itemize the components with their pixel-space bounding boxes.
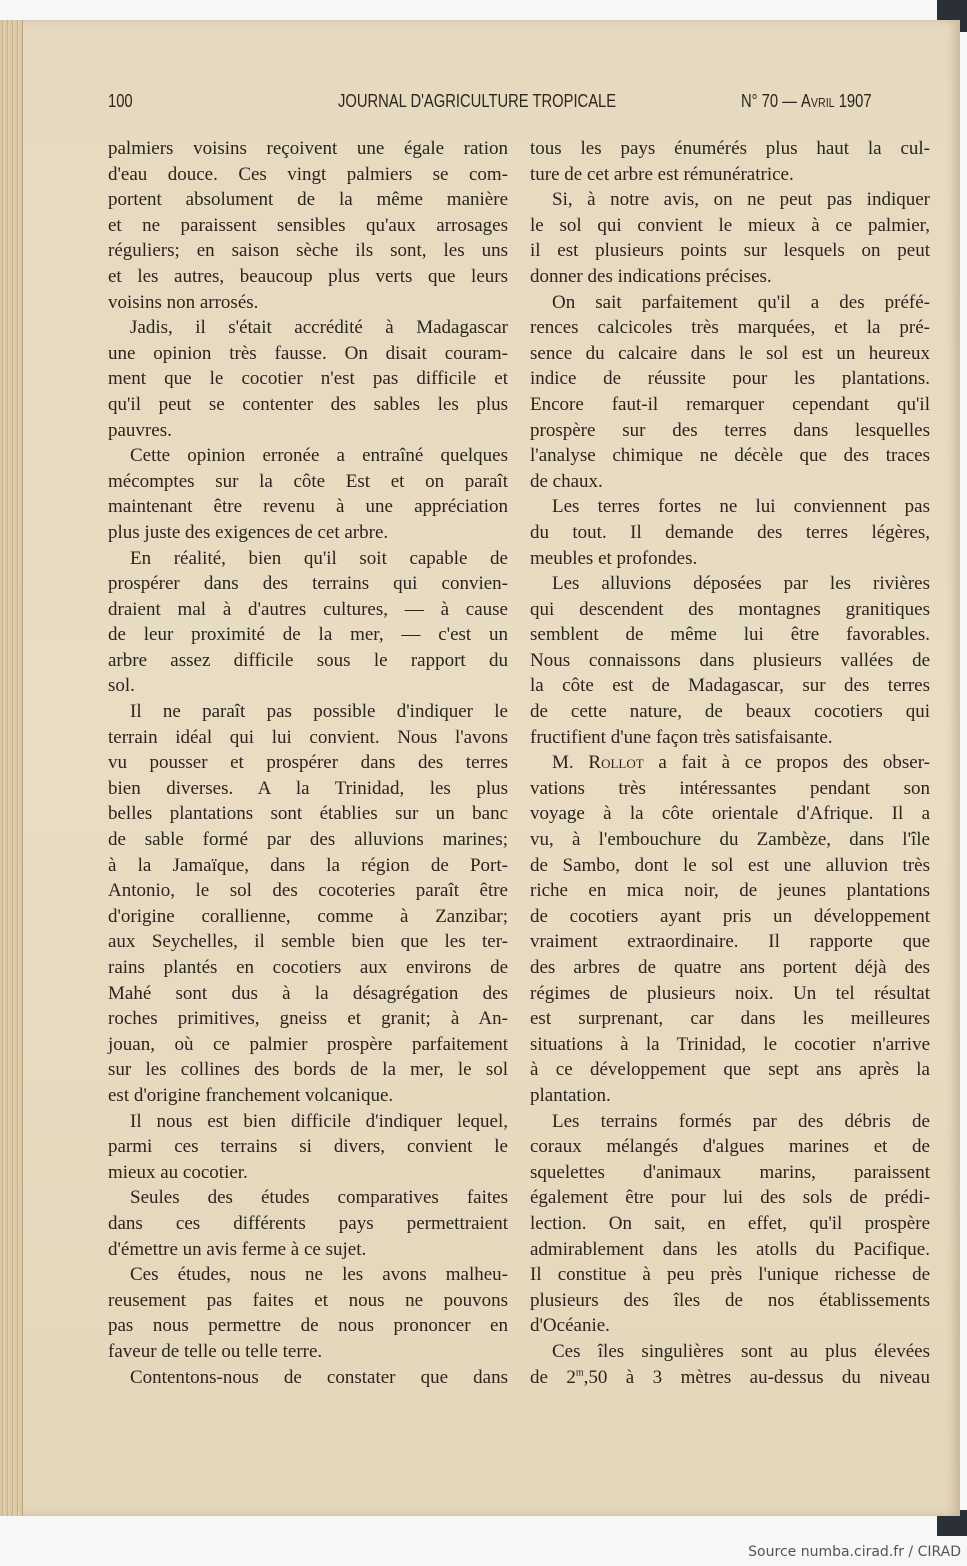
text-line: d'émettre un avis ferme à ce sujet. — [108, 1238, 367, 1260]
source-credit: Source numba.cirad.fr / CIRAD — [748, 1544, 961, 1560]
paragraph — [108, 315, 508, 443]
text-line: de leur proximité de la mer, — c'est un — [108, 624, 508, 646]
text-column-right — [530, 136, 930, 1390]
text-line: de Sambo, dont le sol est une alluvion très — [530, 854, 930, 876]
text-line: à la Jamaïque, dans la région de Port- — [108, 854, 508, 876]
text-line: Nous connaissons dans plusieurs vallées de — [530, 649, 930, 671]
text-line: admirablement dans les atolls du Pacifique. — [530, 1238, 930, 1260]
text-line: Encore faut-il remarquer cependant qu'il — [530, 393, 930, 415]
text-line: du tout. Il demande des terres légères, — [530, 521, 930, 543]
text-line: Mahé sont dus à la désagrégation des — [108, 982, 508, 1004]
text-line: l'analyse chimique ne décèle que des traces — [530, 445, 930, 467]
text-line: palmiers voisins reçoivent une égale ration — [108, 138, 508, 159]
text-line: mécomptes sur la côte Est et on paraît — [108, 470, 508, 492]
paragraph — [108, 1109, 508, 1186]
text-line: squelettes d'animaux marins, paraissent — [530, 1161, 930, 1183]
paragraph — [530, 750, 930, 1108]
paragraph — [530, 290, 930, 495]
text-line — [530, 750, 930, 776]
text-line: coraux mélangés d'algues marines et de — [530, 1136, 930, 1158]
text-line: Il constitue à peu près l'unique richesse de — [530, 1264, 930, 1286]
text-line: indice de réussite pour les plantations. — [530, 368, 930, 390]
paragraph — [108, 699, 508, 1109]
paragraph — [530, 136, 930, 187]
text-line: à ce développement que sept ans après la — [530, 1059, 930, 1081]
text-line: qui descendent des montagnes granitiques — [530, 598, 930, 620]
text-column-left — [108, 136, 508, 1390]
paragraph — [530, 494, 930, 571]
text-line: qu'il peut se contenter des sables les plus — [108, 393, 508, 415]
text-line: rences calcicoles très marquées, et la pré- — [530, 317, 930, 339]
text-line: régimes de plusieurs noix. Un tel résultat — [530, 982, 930, 1004]
text-run: Rollot — [588, 752, 644, 774]
text-line: rains plantés en cocotiers aux environs de — [108, 957, 508, 978]
text-line: En réalité, bien qu'il soit capable de — [130, 547, 508, 569]
text-line: prospérer dans des terrains qui convien- — [108, 573, 508, 595]
text-line: tous les pays énumérés plus haut la cul- — [530, 138, 930, 159]
text-line: il est plusieurs points sur lesquels on peut — [530, 240, 930, 262]
text-line: portent absolument de la même manière — [108, 189, 508, 211]
issue-date — [741, 91, 872, 112]
text-run: a fait à ce propos des obser- — [643, 752, 930, 774]
text-line: plus juste des exigences de cet arbre. — [108, 521, 389, 543]
text-line: d'Océanie. — [530, 1315, 610, 1337]
text-line: reusement pas faites et nous ne pouvons — [108, 1289, 508, 1311]
text-line: situations à la Trinidad, le cocotier n'arrive — [530, 1033, 930, 1055]
page-number: 100 — [108, 91, 133, 111]
text-line: roches primitives, gneiss et granit; à An- — [108, 1008, 508, 1030]
text-line: également être pour lui des sols de prédi- — [530, 1187, 930, 1209]
text-line: donner des indications précises. — [530, 265, 772, 287]
text-line: aux Seychelles, il semble bien que les ter- — [108, 931, 508, 953]
text-line: meubles et profondes. — [530, 547, 698, 569]
text-line: Les terrains formés par des débris de — [552, 1110, 930, 1132]
text-line: ture de cet arbre est rémunératrice. — [530, 163, 794, 185]
text-line: plantation. — [530, 1084, 611, 1106]
text-line: Ces îles singulières sont au plus élevées — [552, 1340, 930, 1362]
text-line: Jadis, il s'était accrédité à Madagascar — [130, 317, 508, 339]
text-line: voyage à la côte orientale d'Afrique. Il a — [530, 803, 930, 825]
text-line: pauvres. — [108, 419, 172, 441]
text-line: ment que le cocotier n'est pas difficile et — [108, 368, 508, 390]
text-line: est d'origine franchement volcanique. — [108, 1084, 394, 1106]
text-line: le sol qui convient le mieux à ce palmier, — [530, 214, 930, 236]
text-line: de cocotiers ayant pris un développement — [530, 905, 930, 927]
text-line: Les alluvions déposées par les rivières — [552, 573, 930, 595]
text-line: arbre assez difficile sous le rapport du — [108, 649, 508, 671]
paragraph — [530, 1339, 930, 1390]
paragraph — [108, 546, 508, 700]
text-line — [530, 1365, 930, 1391]
text-line: d'eau douce. Ces vingt palmiers se com- — [108, 163, 508, 185]
text-line: dans ces différents pays permettraient — [108, 1212, 508, 1234]
text-run: ,50 à 3 mètres au-dessus du niveau — [583, 1366, 930, 1388]
text-line: la côte est de Madagascar, sur des terres — [530, 675, 930, 697]
paragraph — [108, 1262, 508, 1364]
text-line: Ces études, nous ne les avons malheu- — [130, 1264, 508, 1286]
paragraph — [530, 571, 930, 750]
page-edges — [0, 20, 23, 1516]
text-line: réguliers; en saison sèche ils sont, les uns — [108, 240, 508, 262]
text-line: Antonio, le sol des cocoteries paraît être — [108, 880, 508, 902]
text-line: Les terres fortes ne lui conviennent pas — [552, 496, 930, 518]
text-line: des arbres de quatre ans portent déjà des — [530, 957, 930, 978]
text-line: parmi ces terrains si divers, convient le — [108, 1136, 508, 1158]
text-line: riche en mica noir, de jeunes plantations — [530, 880, 930, 902]
text-line: de chaux. — [530, 470, 603, 492]
text-line: prospère sur des terres dans lesquelles — [530, 419, 930, 441]
issue-year: 1907 — [834, 91, 872, 111]
text-line: Il nous est bien difficile d'indiquer lequel, — [130, 1110, 508, 1132]
journal-title: JOURNAL D'AGRICULTURE TROPICALE — [338, 91, 617, 111]
text-line: vraiment extraordinaire. Il rapporte que — [530, 931, 930, 953]
text-line: une opinion très fausse. On disait couram- — [108, 342, 508, 364]
text-line: faveur de telle ou telle terre. — [108, 1340, 323, 1362]
issue-month: Avril — [801, 91, 835, 111]
text-line: et les autres, beaucoup plus verts que leurs — [108, 265, 508, 287]
paragraph — [530, 187, 930, 289]
text-line: Seules des études comparatives faites — [130, 1187, 508, 1209]
paragraph — [108, 136, 508, 315]
text-line: mieux au cocotier. — [108, 1161, 248, 1183]
running-header — [108, 91, 928, 115]
text-line: vu pousser et prospérer dans des terres — [108, 752, 508, 774]
text-line: pas nous permettre de nous prononcer en — [108, 1315, 508, 1337]
text-line: belles plantations sont établies sur un banc — [108, 803, 508, 825]
text-line: Il ne paraît pas possible d'indiquer le — [130, 701, 508, 723]
text-line: terrain idéal qui lui convient. Nous l'avons — [108, 726, 508, 748]
text-line: fructifient d'une façon très satisfaisante. — [530, 726, 833, 748]
text-line: maintenant être revenu à une appréciation — [108, 496, 508, 518]
text-line: draient mal à d'autres cultures, — à cause — [108, 598, 508, 620]
text-run: M. — [552, 752, 589, 774]
paragraph — [108, 443, 508, 545]
text-line: bien diverses. A la Trinidad, les plus — [108, 777, 508, 799]
text-line: de cette nature, de beaux cocotiers qui — [530, 701, 930, 723]
text-line: vu, à l'embouchure du Zambèze, dans l'île — [530, 829, 930, 851]
text-line: jouan, où ce palmier prospère parfaitement — [108, 1033, 508, 1055]
text-line: sur les collines des bords de la mer, le sol — [108, 1059, 508, 1081]
paragraph — [108, 1365, 508, 1391]
text-line: de sable formé par des alluvions marines; — [108, 829, 508, 851]
text-run: de 2 — [530, 1366, 576, 1388]
text-line: Cette opinion erronée a entraîné quelques — [130, 445, 508, 467]
paragraph — [108, 1185, 508, 1262]
text-line: sence du calcaire dans le sol est un heureux — [530, 342, 930, 364]
text-line: Si, à notre avis, on ne peut pas indiquer — [552, 189, 930, 211]
text-run: m — [575, 1367, 584, 1379]
text-line: plusieurs des îles de nos établissements — [530, 1289, 930, 1311]
text-line: d'origine corallienne, comme à Zanzibar; — [108, 905, 508, 927]
text-line: vations très intéressantes pendant son — [530, 777, 930, 799]
issue-number: N° 70 — — [741, 91, 802, 111]
text-line: et ne paraissent sensibles qu'aux arrosages — [108, 214, 508, 236]
text-line: lection. On sait, en effet, qu'il prospère — [530, 1212, 930, 1234]
text-line: Contentons-nous de constater que dans — [130, 1366, 508, 1388]
text-line: semblent de même lui être favorables. — [530, 624, 930, 646]
text-line: sol. — [108, 675, 135, 697]
text-line: est surprenant, car dans les meilleures — [530, 1008, 930, 1030]
text-line: voisins non arrosés. — [108, 291, 259, 313]
paragraph — [530, 1109, 930, 1339]
text-line: On sait parfaitement qu'il a des préfé- — [552, 291, 930, 313]
